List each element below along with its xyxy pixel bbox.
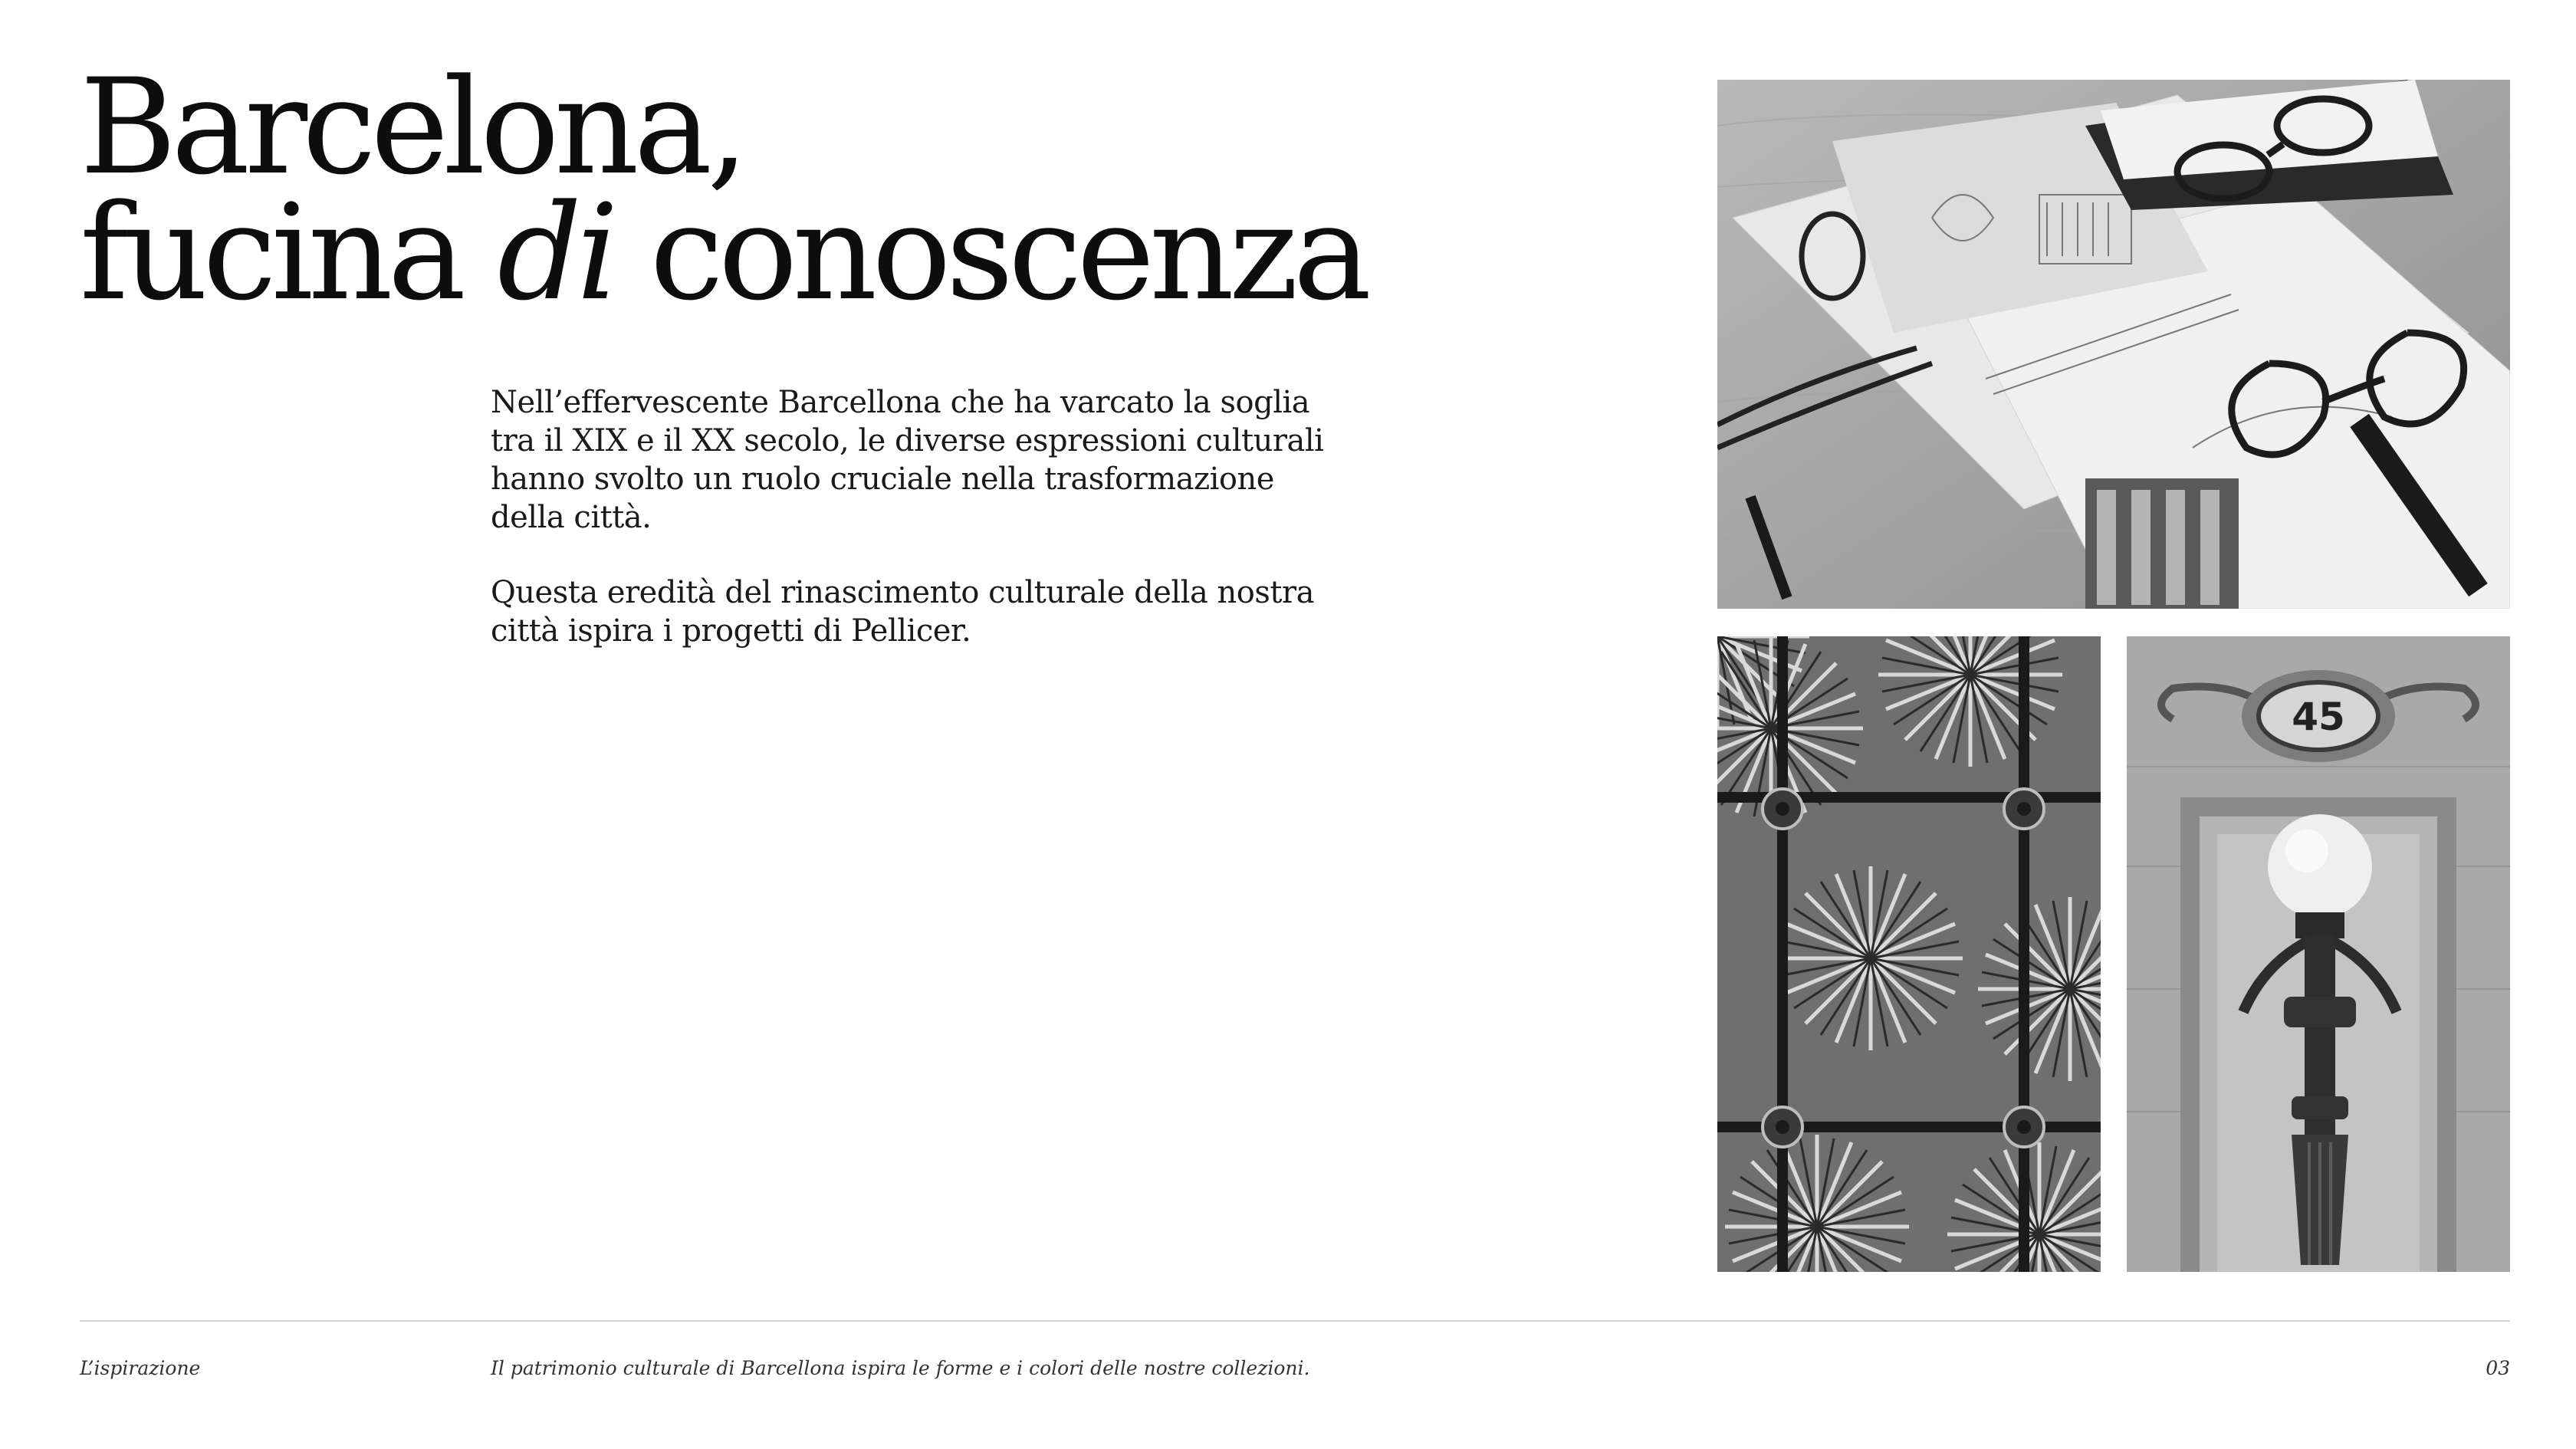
footer-caption: Il patrimonio culturale di Barcellona ispira le forme e i colori delle nostre collezioni. [491, 1357, 1310, 1379]
page-number: 03 [2486, 1357, 2510, 1379]
eyeglasses-design-photo [1717, 80, 2510, 609]
title-line-1: Barcelona, [80, 50, 744, 204]
intro-text [491, 383, 1334, 687]
house-number-plate: 45 [2292, 695, 2345, 739]
footer-divider [80, 1320, 2510, 1322]
modernist-gate-photo [1717, 636, 2101, 1272]
title-italic-word: di [497, 176, 613, 330]
title-line-2-start: fucina [80, 176, 498, 330]
intro-paragraph-1: Nell’effervescente Barcellona che ha varcato la soglia tra il XIX e il XX secolo, le diverse espressioni culturali hanno svolto un ruolo cruciale nella trasformazione della città. [491, 385, 1324, 535]
page-title [80, 50, 1367, 330]
title-line-2 [80, 176, 1367, 330]
intro-paragraph-2: Questa eredità del rinascimento culturale della nostra città ispira i progetti di Pellicer. [491, 575, 1314, 649]
footer-section-label: L’ispirazione [80, 1357, 201, 1379]
title-line-2-end: conoscenza [613, 176, 1367, 330]
street-lamp-photo [2127, 636, 2510, 1272]
